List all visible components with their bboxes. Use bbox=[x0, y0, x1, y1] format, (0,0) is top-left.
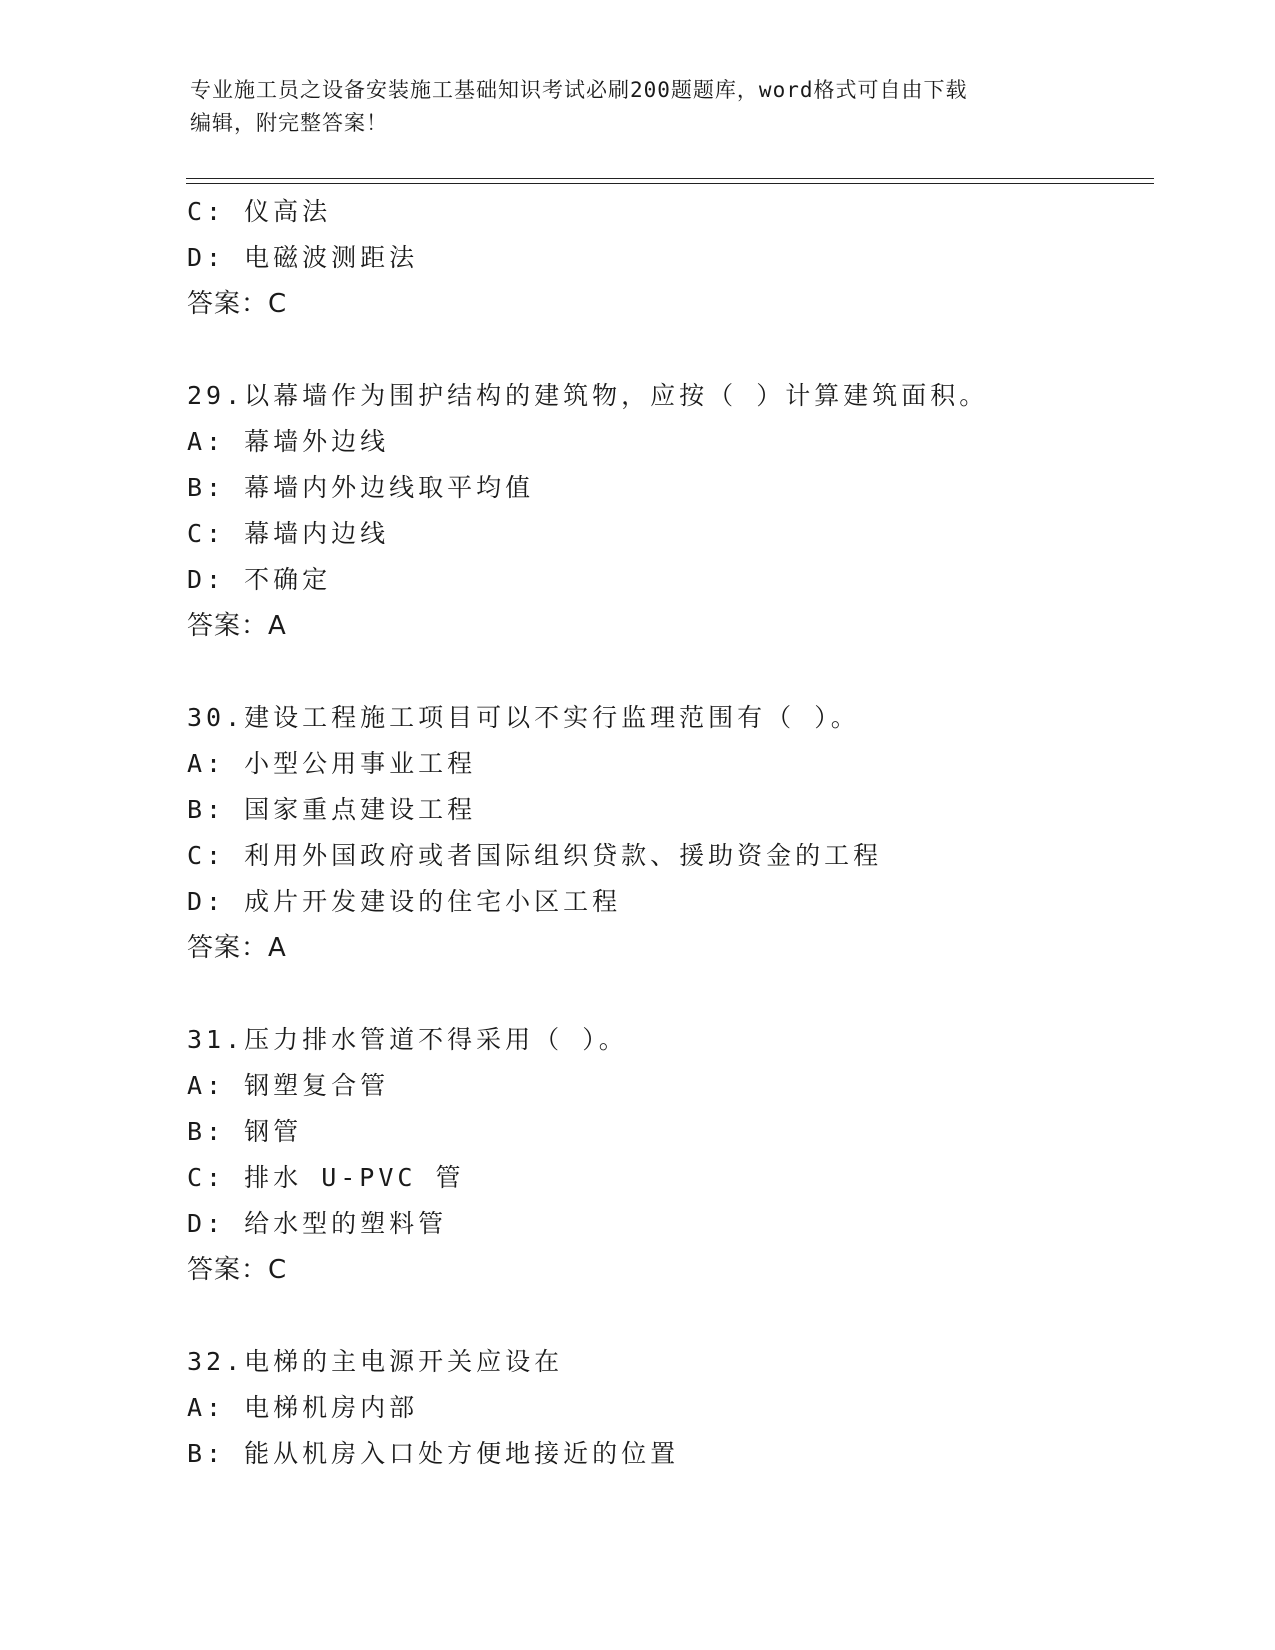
option-a: A: 电梯机房内部 bbox=[187, 1393, 419, 1422]
option-c: C: 幕墙内边线 bbox=[187, 519, 390, 548]
answer-text: 答案：C bbox=[187, 289, 288, 319]
option-c: C: 排水 U-PVC 管 bbox=[187, 1163, 465, 1192]
option-c: C: 仪高法 bbox=[187, 197, 332, 226]
option-d: D: 给水型的塑料管 bbox=[187, 1209, 448, 1238]
header-title-line-2: 编辑，附完整答案！ bbox=[190, 111, 388, 135]
spacer bbox=[187, 971, 1147, 1017]
question-29 bbox=[187, 373, 1147, 649]
question-title: 29.以幕墙作为围护结构的建筑物，应按（ ）计算建筑面积。 bbox=[187, 381, 989, 410]
header-divider-bottom bbox=[186, 183, 1154, 184]
option-a: A: 幕墙外边线 bbox=[187, 427, 390, 456]
spacer bbox=[187, 327, 1147, 373]
spacer bbox=[187, 649, 1147, 695]
option-c: C: 利用外国政府或者国际组织贷款、援助资金的工程 bbox=[187, 841, 883, 870]
question-30 bbox=[187, 695, 1147, 971]
question-32 bbox=[187, 1339, 1147, 1477]
option-b: B: 国家重点建设工程 bbox=[187, 795, 477, 824]
answer-text: 答案：A bbox=[187, 933, 287, 963]
option-d: D: 不确定 bbox=[187, 565, 332, 594]
header-title-line-1: 专业施工员之设备安装施工基础知识考试必刷200题题库，word格式可自由下载 bbox=[190, 78, 968, 102]
answer-text: 答案：A bbox=[187, 611, 287, 641]
document-header bbox=[190, 74, 1090, 140]
answer-text: 答案：C bbox=[187, 1255, 288, 1285]
option-a: A: 小型公用事业工程 bbox=[187, 749, 477, 778]
option-b: B: 能从机房入口处方便地接近的位置 bbox=[187, 1439, 680, 1468]
question-title: 31.压力排水管道不得采用（ ）。 bbox=[187, 1025, 628, 1054]
spacer bbox=[187, 1293, 1147, 1339]
option-a: A: 钢塑复合管 bbox=[187, 1071, 390, 1100]
question-list bbox=[187, 189, 1147, 1477]
question-31 bbox=[187, 1017, 1147, 1293]
question-28-tail bbox=[187, 189, 1147, 327]
option-b: B: 钢管 bbox=[187, 1117, 303, 1146]
question-title: 30.建设工程施工项目可以不实行监理范围有（ ）。 bbox=[187, 703, 860, 732]
question-title: 32.电梯的主电源开关应设在 bbox=[187, 1347, 564, 1376]
option-d: D: 成片开发建设的住宅小区工程 bbox=[187, 887, 622, 916]
header-divider-top bbox=[186, 178, 1154, 179]
option-d: D: 电磁波测距法 bbox=[187, 243, 419, 272]
option-b: B: 幕墙内外边线取平均值 bbox=[187, 473, 535, 502]
